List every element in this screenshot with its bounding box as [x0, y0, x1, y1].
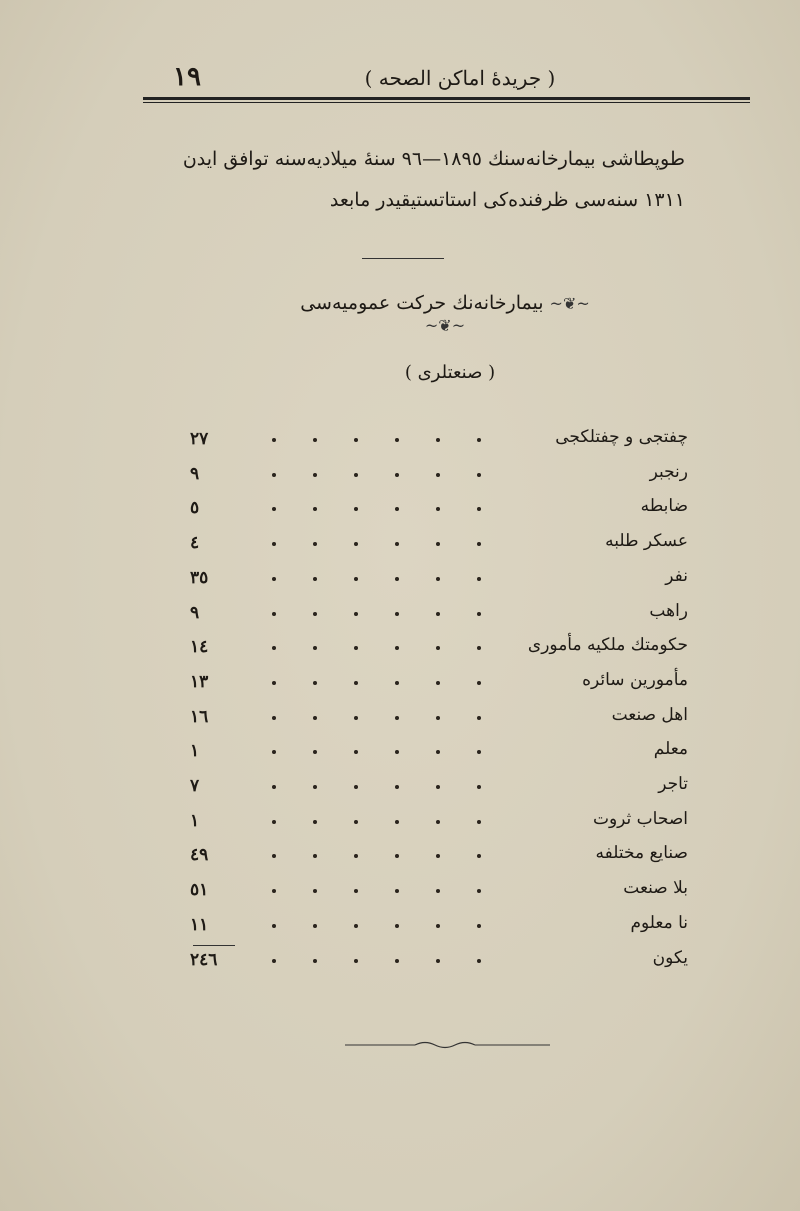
row-value: ١٣	[190, 671, 209, 692]
leader-dot	[477, 924, 481, 928]
row-label: عسكر طلبه	[605, 531, 688, 552]
leader-dot	[477, 612, 481, 616]
row-label: صنايع مختلفه	[595, 843, 688, 864]
row-label: اصحاب ثروت	[592, 808, 688, 829]
leader-dot	[395, 716, 399, 720]
row-value: ٩	[190, 463, 200, 484]
table-row	[190, 425, 700, 457]
heading-line-2: ١٣١١ سنه‌سی ظرفنده‌كی استاتستيقيدر مابعد	[329, 189, 685, 211]
leader-dot	[436, 438, 440, 442]
leader-dot	[436, 612, 440, 616]
leader-dot	[477, 959, 481, 963]
leader-dots	[272, 711, 502, 725]
leader-dot	[313, 681, 317, 685]
leader-dot	[354, 924, 358, 928]
leader-dot	[354, 820, 358, 824]
leader-dot	[354, 959, 358, 963]
leader-dot	[313, 820, 317, 824]
table-row	[190, 494, 700, 526]
leader-dot	[272, 473, 276, 477]
table-row	[190, 668, 700, 700]
leader-dot	[477, 577, 481, 581]
leader-dot	[313, 542, 317, 546]
leader-dot	[313, 716, 317, 720]
leader-dot	[395, 507, 399, 511]
leader-dot	[313, 612, 317, 616]
leader-dot	[313, 577, 317, 581]
table-row	[190, 946, 700, 978]
leader-dot	[395, 542, 399, 546]
leader-dot	[313, 646, 317, 650]
leader-dot	[272, 577, 276, 581]
right-flourish-icon: ~❦~	[424, 316, 466, 335]
row-value: ١٦	[190, 706, 209, 727]
leader-dots	[272, 780, 502, 794]
leader-dot	[477, 889, 481, 893]
section-title-text: بيمارخانه‌نك حركت عموميه‌سی	[300, 292, 544, 314]
heading-line-1: طوپطاشی بيمارخانه‌سنك ١٨٩٥—٩٦ سنهٔ ميلاديه‌سنه توافق ايدن	[182, 148, 685, 170]
leader-dots	[272, 468, 502, 482]
leader-dot	[477, 785, 481, 789]
row-value: ٥	[190, 498, 200, 519]
leader-dot	[313, 924, 317, 928]
leader-dot	[436, 646, 440, 650]
row-value: ٩	[190, 602, 200, 623]
leader-dot	[436, 577, 440, 581]
table-row	[190, 633, 700, 665]
table-row	[190, 564, 700, 596]
row-value: ٥١	[190, 880, 209, 901]
leader-dot	[354, 507, 358, 511]
leader-dot	[272, 820, 276, 824]
leader-dot	[354, 681, 358, 685]
row-label: بلا صنعت	[623, 878, 688, 899]
leader-dots	[272, 919, 502, 933]
row-value: ٤	[190, 533, 200, 554]
leader-dot	[436, 820, 440, 824]
leader-dot	[354, 612, 358, 616]
row-value: ٧	[190, 776, 200, 796]
row-label: يكون	[652, 947, 688, 968]
leader-dot	[436, 750, 440, 754]
leader-dot	[272, 924, 276, 928]
leader-dots	[272, 502, 502, 516]
leader-dot	[272, 889, 276, 893]
leader-dots	[272, 537, 502, 551]
leader-dot	[477, 438, 481, 442]
leader-dot	[272, 785, 276, 789]
header-rule-thick	[143, 97, 750, 100]
leader-dot	[313, 959, 317, 963]
leader-dot	[354, 473, 358, 477]
leader-dot	[477, 646, 481, 650]
leader-dots	[272, 433, 502, 447]
leader-dot	[354, 785, 358, 789]
leader-dot	[313, 438, 317, 442]
row-label: راهب	[649, 600, 688, 621]
leader-dot	[436, 924, 440, 928]
leader-dot	[395, 646, 399, 650]
table-row	[190, 911, 700, 943]
leader-dots	[272, 815, 502, 829]
header-rule-thin	[143, 102, 750, 103]
leader-dot	[272, 507, 276, 511]
leader-dot	[436, 854, 440, 858]
row-label: اهل صنعت	[611, 704, 688, 725]
total-rule	[193, 945, 235, 946]
leader-dots	[272, 745, 502, 759]
leader-dot	[477, 716, 481, 720]
leader-dot	[272, 959, 276, 963]
table-row	[190, 876, 700, 908]
leader-dot	[477, 681, 481, 685]
leader-dot	[477, 750, 481, 754]
leader-dot	[395, 612, 399, 616]
leader-dots	[272, 884, 502, 898]
row-value: ١	[190, 741, 200, 762]
leader-dot	[395, 820, 399, 824]
leader-dot	[395, 473, 399, 477]
leader-dot	[354, 750, 358, 754]
leader-dot	[272, 854, 276, 858]
leader-dot	[313, 473, 317, 477]
leader-dot	[395, 750, 399, 754]
leader-dot	[477, 820, 481, 824]
row-value: ٢٤٦	[190, 949, 218, 970]
leader-dot	[354, 889, 358, 893]
table-row	[190, 599, 700, 631]
row-label: حكومتك ملكيه مأموری	[527, 635, 688, 656]
leader-dot	[395, 854, 399, 858]
leader-dot	[354, 854, 358, 858]
row-value: ٣٥	[190, 567, 209, 588]
leader-dot	[313, 889, 317, 893]
leader-dot	[436, 959, 440, 963]
leader-dot	[354, 577, 358, 581]
leader-dots	[272, 676, 502, 690]
row-value: ٢٧	[190, 429, 209, 449]
leader-dot	[313, 854, 317, 858]
leader-dot	[313, 750, 317, 754]
leader-dot	[313, 785, 317, 789]
leader-dot	[436, 542, 440, 546]
table-row	[190, 460, 700, 492]
row-label: ضابطه	[640, 496, 688, 517]
row-label: چفتجی و چفتلكجی	[555, 427, 688, 447]
row-label: نفر	[665, 565, 688, 586]
leader-dots	[272, 572, 502, 586]
leader-dot	[395, 959, 399, 963]
leader-dot	[436, 681, 440, 685]
running-head	[145, 62, 750, 96]
leader-dot	[395, 577, 399, 581]
leader-dot	[354, 716, 358, 720]
journal-title: ( جريدهٔ اماكن الصحه )	[364, 66, 556, 90]
table-row	[190, 841, 700, 873]
page-number: ١٩	[173, 62, 201, 92]
section-title	[300, 292, 590, 336]
table-row	[190, 807, 700, 839]
leader-dots	[272, 607, 502, 621]
leader-dots	[272, 954, 502, 968]
leader-dot	[272, 681, 276, 685]
section-subtitle: ( صنعتلری )	[404, 362, 496, 383]
bottom-ornament	[345, 1040, 550, 1050]
row-value: ١٤	[190, 637, 209, 658]
left-flourish-icon: ~❦~	[549, 294, 590, 313]
table-row	[190, 703, 700, 735]
leader-dot	[395, 889, 399, 893]
leader-dot	[395, 438, 399, 442]
row-label: معلم	[653, 739, 688, 760]
leader-dot	[477, 507, 481, 511]
leader-dot	[272, 612, 276, 616]
leader-dot	[272, 750, 276, 754]
row-label: رنجبر	[649, 461, 688, 482]
leader-dots	[272, 849, 502, 863]
leader-dot	[272, 716, 276, 720]
leader-dot	[436, 473, 440, 477]
section-divider	[362, 258, 444, 259]
leader-dot	[272, 542, 276, 546]
leader-dot	[395, 924, 399, 928]
table-row	[190, 772, 700, 804]
leader-dot	[354, 542, 358, 546]
row-label: نا معلوم	[630, 912, 688, 933]
leader-dot	[477, 854, 481, 858]
table-row	[190, 737, 700, 769]
leader-dot	[477, 542, 481, 546]
row-value: ٤٩	[190, 845, 209, 866]
leader-dots	[272, 641, 502, 655]
row-label: مأمورين سائره	[582, 669, 688, 690]
leader-dot	[436, 889, 440, 893]
leader-dot	[272, 438, 276, 442]
leader-dot	[477, 473, 481, 477]
leader-dot	[395, 681, 399, 685]
row-label: تاجر	[658, 774, 688, 794]
leader-dot	[272, 646, 276, 650]
table-row	[190, 529, 700, 561]
row-value: ١١	[190, 914, 209, 935]
leader-dot	[354, 646, 358, 650]
leader-dot	[395, 785, 399, 789]
leader-dot	[436, 716, 440, 720]
leader-dot	[354, 438, 358, 442]
leader-dot	[436, 785, 440, 789]
row-value: ١	[190, 810, 200, 831]
leader-dot	[313, 507, 317, 511]
leader-dot	[436, 507, 440, 511]
